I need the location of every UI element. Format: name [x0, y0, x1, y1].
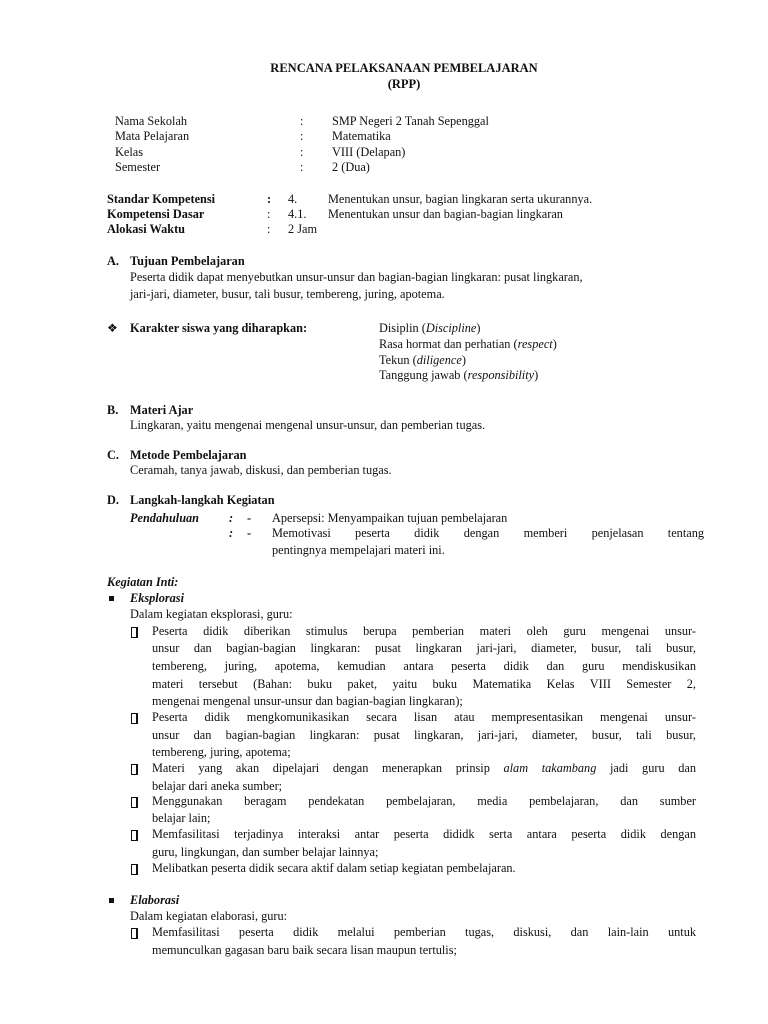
section-a-line: jari-jari, diameter, busur, tali busur, tembereng, juring, apotema. [130, 287, 445, 301]
identity-value: SMP Negeri 2 Tanah Sepenggal [332, 114, 489, 128]
eksplorasi-item-line: Peserta didik diberikan stimulus berupa pemberian materi oleh guru mengenai unsur- [152, 624, 696, 638]
section-a-letter: A. [107, 254, 119, 268]
section-a-line: Peserta didik dapat menyebutkan unsur-unsur dan bagian-bagian lingkaran: pusat lingkaran, [130, 270, 583, 284]
square-bullet-icon [109, 596, 114, 601]
karakter-item: Tekun (diligence) [379, 353, 466, 367]
box-bullet-icon [131, 830, 138, 841]
pendahuluan-sep: : [229, 526, 234, 540]
box-bullet-icon [131, 713, 138, 724]
karakter-item: Disiplin (Discipline) [379, 321, 481, 335]
eksplorasi-heading: Eksplorasi [130, 591, 184, 605]
section-b-text: Lingkaran, yaitu mengenai mengenal unsur-unsur, dan pemberian tugas. [130, 418, 486, 432]
dash: - [247, 526, 252, 540]
identity-label: Kelas [115, 145, 143, 159]
karakter-heading: Karakter siswa yang diharapkan: [130, 321, 308, 335]
section-c-letter: C. [107, 448, 119, 462]
aw-label: Alokasi Waktu [107, 222, 186, 236]
eksplorasi-item-line: Peserta didik mengkomunikasikan secara lisan atau mempresentasikan mengenai unsur- [152, 710, 696, 724]
eksplorasi-item-line: belajar lain; [152, 811, 211, 825]
box-bullet-icon [131, 928, 138, 939]
square-bullet-icon [109, 898, 114, 903]
pendahuluan-sep: : [229, 511, 234, 525]
eksplorasi-item-line: unsur dan bagian-bagian lingkaran: pusat lingkaran jari-jari, diameter, busur, tali busur, [152, 641, 696, 655]
kd-sep: : [267, 207, 271, 221]
aw-sep: : [267, 222, 271, 236]
pendahuluan-label: Pendahuluan [130, 511, 200, 525]
sk-sep: : [267, 192, 272, 206]
eksplorasi-item-line: Melibatkan peserta didik secara aktif dalam setiap kegiatan pembelajaran. [152, 861, 516, 875]
eksplorasi-item-line: tembereng, juring, apotema; [152, 745, 291, 759]
pendahuluan-item-cont: pentingnya mempelajari materi ini. [272, 543, 445, 557]
sk-number: 4. [288, 192, 298, 206]
dash: - [247, 511, 252, 525]
identity-sep: : [300, 160, 304, 174]
section-a-heading: Tujuan Pembelajaran [130, 254, 245, 268]
eksplorasi-item-line: unsur dan bagian-bagian lingkaran: pusat lingkaran, jari-jari, diameter, busur, tali busur, [152, 728, 696, 742]
elaborasi-intro: Dalam kegiatan elaborasi, guru: [130, 909, 288, 923]
eksplorasi-intro: Dalam kegiatan eksplorasi, guru: [130, 607, 293, 621]
identity-label: Mata Pelajaran [115, 129, 190, 143]
eksplorasi-item-line: guru, lingkungan, dan sumber belajar lainnya; [152, 845, 379, 859]
section-c-text: Ceramah, tanya jawab, diskusi, dan pemberian tugas. [130, 463, 392, 477]
eksplorasi-item-line: materi tersebut (Bahan: buku paket, yaitu buku Matematika Kelas VIII Semester 2, [152, 677, 696, 691]
kd-label: Kompetensi Dasar [107, 207, 205, 221]
pendahuluan-item: Apersepsi: Menyampaikan tujuan pembelajaran [272, 511, 508, 525]
identity-value: Matematika [332, 129, 391, 143]
kegiatan-inti-heading: Kegiatan Inti: [107, 575, 179, 589]
kd-text: Menentukan unsur dan bagian-bagian lingkaran [328, 207, 563, 221]
document-subtitle: (RPP) [387, 77, 421, 91]
karakter-item: Rasa hormat dan perhatian (respect) [379, 337, 557, 351]
identity-sep: : [300, 114, 304, 128]
section-c-heading: Metode Pembelajaran [130, 448, 247, 462]
eksplorasi-item-line: Materi yang akan dipelajari dengan menerapkan prinsip alam takambang jadi guru dan [152, 761, 696, 775]
eksplorasi-item-line: Memfasilitasi terjadinya interaksi antar peserta dididk serta antara peserta didik dengan [152, 827, 696, 841]
box-bullet-icon [131, 627, 138, 638]
identity-value: VIII (Delapan) [332, 145, 406, 159]
karakter-item: Tanggung jawab (responsibility) [379, 368, 539, 382]
identity-sep: : [300, 145, 304, 159]
eksplorasi-item-line: Menggunakan beragam pendekatan pembelajaran, media pembelajaran, dan sumber [152, 794, 696, 808]
identity-sep: : [300, 129, 304, 143]
elaborasi-item-line: memunculkan gagasan baru baik secara lisan maupun tertulis; [152, 943, 457, 957]
document-title: RENCANA PELAKSANAAN PEMBELAJARAN [270, 61, 538, 75]
identity-label: Semester [115, 160, 161, 174]
aw-text: 2 Jam [288, 222, 318, 236]
elaborasi-heading: Elaborasi [130, 893, 180, 907]
kd-number: 4.1. [288, 207, 307, 221]
sk-text: Menentukan unsur, bagian lingkaran serta ukurannya. [328, 192, 593, 206]
section-d-letter: D. [107, 493, 119, 507]
eksplorasi-item-line: tembereng, juring, apotema, kemudian antara peserta didik dan guru mendiskusikan [152, 659, 696, 673]
box-bullet-icon [131, 797, 138, 808]
section-b-letter: B. [107, 403, 119, 417]
eksplorasi-item-line: belajar dari aneka sumber; [152, 779, 283, 793]
section-b-heading: Materi Ajar [130, 403, 194, 417]
box-bullet-icon [131, 864, 138, 875]
diamond-bullet-icon: ❖ [107, 321, 118, 335]
identity-label: Nama Sekolah [115, 114, 188, 128]
pendahuluan-item: Memotivasi peserta didik dengan memberi penjelasan tentang [272, 526, 704, 540]
elaborasi-item-line: Memfasilitasi peserta didik melalui pemberian tugas, diskusi, dan lain-lain untuk [152, 925, 696, 939]
eksplorasi-item-line: mengenai mengenal unsur-unsur dan bagian-bagian lingkaran); [152, 694, 463, 708]
box-bullet-icon [131, 764, 138, 775]
identity-value: 2 (Dua) [332, 160, 370, 174]
sk-label: Standar Kompetensi [107, 192, 216, 206]
section-d-heading: Langkah-langkah Kegiatan [130, 493, 275, 507]
